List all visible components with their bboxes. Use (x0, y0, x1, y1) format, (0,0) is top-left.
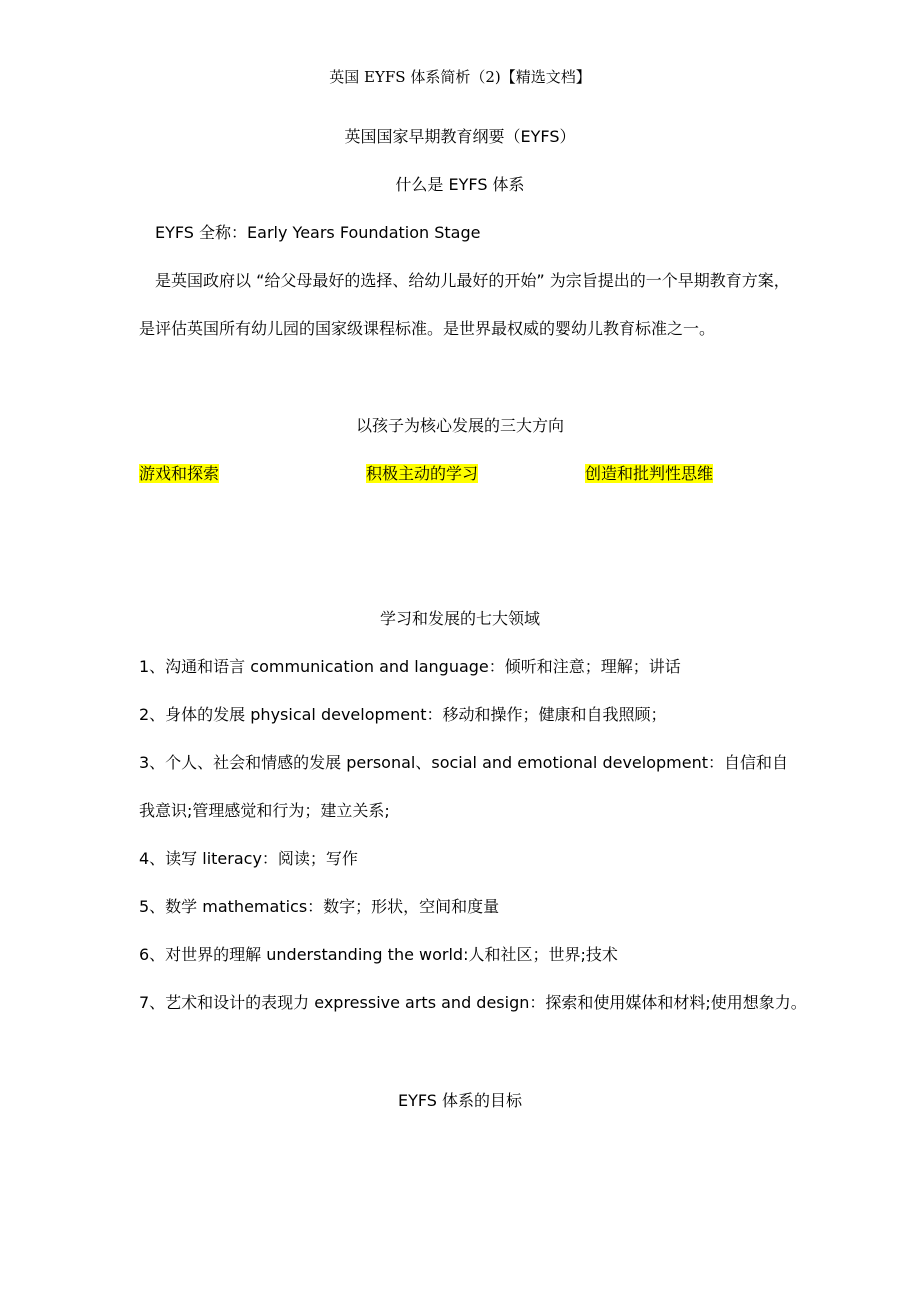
area-item: 7、艺术和设计的表现力 expressive arts and design：探索和使用媒体和材料;使用想象力。 (139, 993, 807, 1012)
direction-item-play (139, 463, 219, 485)
section-heading-what-is: 什么是 EYFS 体系 (395, 175, 525, 194)
area-item: 4、读写 literacy：阅读；写作 (139, 849, 358, 868)
section-heading-directions: 以孩子为核心发展的三大方向 (355, 416, 564, 435)
highlighted-text: 游戏和探索 (139, 464, 220, 483)
section-heading-goals: EYFS 体系的目标 (397, 1091, 523, 1110)
section-heading-areas: 学习和发展的七大领域 (379, 609, 540, 628)
area-item-continuation: 我意识;管理感觉和行为；建立关系; (139, 801, 390, 820)
area-item: 3、个人、社会和情感的发展 personal、social and emotional development：自信和自 (139, 753, 789, 772)
fullname-line: EYFS 全称：Early Years Foundation Stage (155, 223, 481, 242)
direction-item-critical-thinking (585, 463, 713, 485)
description-line-1: 是英国政府以 “给父母最好的选择、给幼儿最好的开始” 为宗旨提出的一个早期教育方案， (155, 271, 790, 290)
area-item: 5、数学 mathematics：数字；形状，空间和度量 (139, 897, 500, 916)
document-header: 英国 EYFS 体系简析（2)【精选文档】 (329, 68, 591, 86)
main-title: 英国国家早期教育纲要（EYFS） (344, 127, 576, 146)
highlighted-text: 积极主动的学习 (366, 464, 479, 483)
area-item: 2、身体的发展 physical development：移动和操作；健康和自我照顾； (139, 705, 667, 724)
direction-item-active-learning (366, 463, 478, 485)
description-line-2: 是评估英国所有幼儿园的国家级课程标准。是世界最权威的婴幼儿教育标准之一。 (139, 319, 716, 338)
highlighted-text: 创造和批判性思维 (585, 464, 714, 483)
area-item: 1、沟通和语言 communication and language：倾听和注意；理解；讲话 (139, 657, 681, 676)
area-item: 6、对世界的理解 understanding the world:人和社区；世界;技术 (139, 945, 618, 964)
